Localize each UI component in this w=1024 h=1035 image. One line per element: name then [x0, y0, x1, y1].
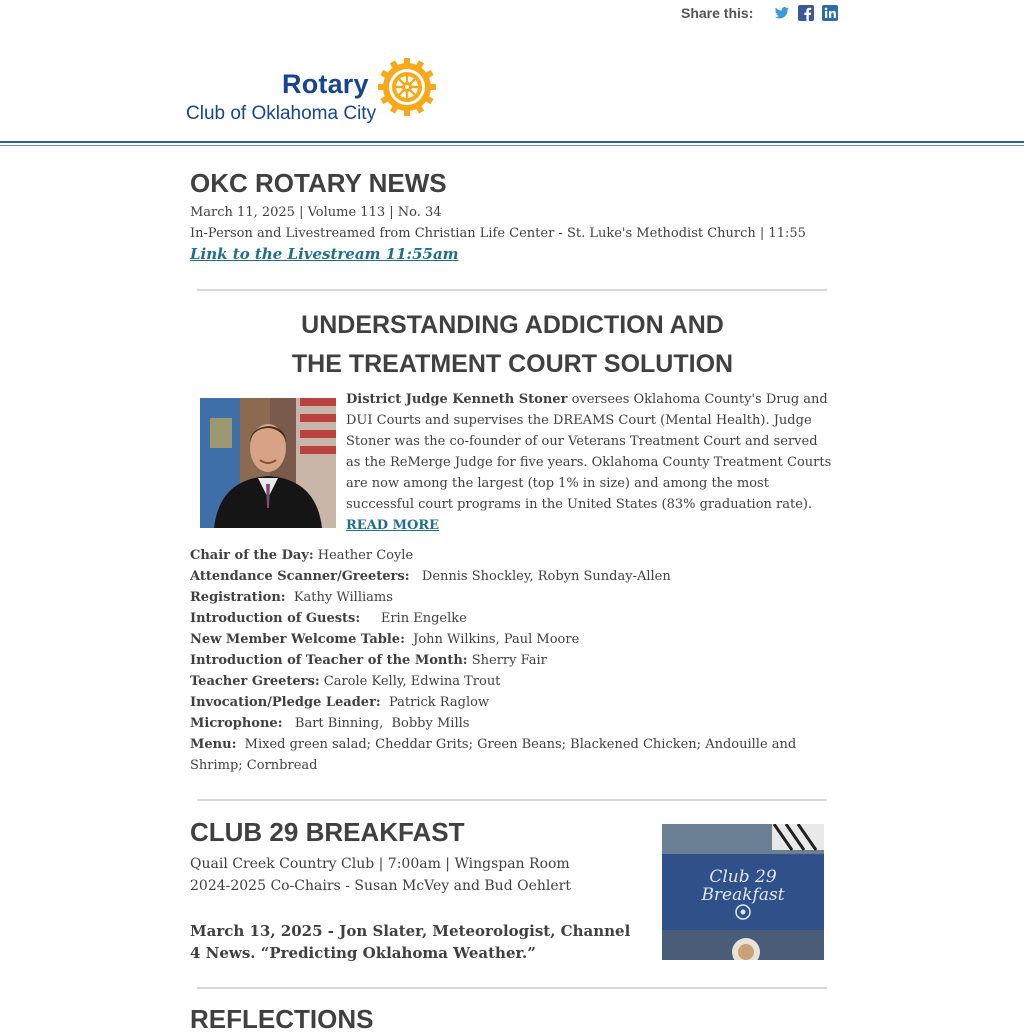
- list-item: [190, 587, 830, 608]
- role-label: New Member Welcome Table:: [190, 632, 405, 647]
- logo-subtitle: Club of Oklahoma City: [186, 103, 377, 124]
- list-item: [190, 692, 830, 713]
- role-value: Heather Coyle: [313, 548, 414, 563]
- role-label: Menu:: [190, 737, 237, 752]
- feature-description: oversees Oklahoma County's Drug and DUI Courts and supervises the DREAMS Court (Mental Health). Judge Stoner was the co-founder of our Veterans Treatment Court and served as the ReMerge Judge for five years. Oklahoma County Treatment Courts are now among the largest (top 1% in size) and among the most successful court programs in the United States (83% graduation rate).: [346, 392, 832, 512]
- club29-image-line-1: Club 29: [709, 867, 777, 887]
- livestream-link[interactable]: Link to the Livestream 11:55am: [190, 245, 459, 263]
- divider: [197, 987, 827, 989]
- share-bar: [681, 3, 838, 23]
- feature-title-line-1: UNDERSTANDING ADDICTION AND: [301, 311, 724, 339]
- role-value: Carole Kelly, Edwina Trout: [319, 674, 501, 689]
- role-label: Registration:: [190, 590, 286, 605]
- rotary-wheel-icon: [377, 57, 437, 117]
- role-label: Introduction of Teacher of the Month:: [190, 653, 468, 668]
- feature-title-line-2: THE TREATMENT COURT SOLUTION: [291, 350, 734, 378]
- reflections-title: REFLECTIONS: [190, 1004, 374, 1034]
- club29-event: March 13, 2025 - Jon Slater, Meteorologist, Channel 4 News. “Predicting Oklahoma Weather.”: [190, 922, 631, 962]
- club29-image[interactable]: [662, 824, 824, 960]
- role-label: Attendance Scanner/Greeters:: [190, 569, 410, 584]
- facebook-icon[interactable]: [798, 5, 814, 21]
- role-value: John Wilkins, Paul Moore: [404, 632, 580, 647]
- feature-title: [190, 306, 835, 384]
- role-label: Introduction of Guests:: [190, 611, 361, 626]
- role-label: Chair of the Day:: [190, 548, 314, 563]
- role-label: Invocation/Pledge Leader:: [190, 695, 381, 710]
- role-value: Sherry Fair: [467, 653, 547, 668]
- list-item: [190, 650, 830, 671]
- role-value: Bart Binning, Bobby Mills: [282, 716, 470, 731]
- list-item: [190, 608, 830, 629]
- logo-wordmark: Rotary: [282, 69, 369, 99]
- roles-list: [190, 545, 830, 776]
- list-item: [190, 734, 830, 776]
- club29-location: Quail Creek Country Club | 7:00am | Wingspan Room: [190, 856, 570, 872]
- club29-title: CLUB 29 BREAKFAST: [190, 817, 465, 847]
- divider: [197, 799, 827, 801]
- dateline: March 11, 2025 | Volume 113 | No. 34: [190, 205, 442, 220]
- twitter-icon[interactable]: [774, 5, 790, 21]
- speaker-name: District Judge Kenneth Stoner: [346, 392, 568, 407]
- newsletter-title: OKC ROTARY NEWS: [190, 168, 447, 198]
- divider: [197, 289, 827, 291]
- header-rule-thin: [0, 145, 1024, 146]
- role-value: Mixed green salad; Cheddar Grits; Green Beans; Blackened Chicken; Andouille and Shrimp; Cornbread: [190, 737, 801, 773]
- judge-photo[interactable]: [200, 398, 336, 528]
- role-value: Patrick Raglow: [380, 695, 490, 710]
- role-label: Teacher Greeters:: [190, 674, 320, 689]
- role-value: Erin Engelke: [360, 611, 467, 626]
- list-item: [190, 545, 830, 566]
- list-item: [190, 671, 830, 692]
- feature-body: [346, 389, 836, 536]
- club29-image-line-2: Breakfast: [701, 885, 785, 905]
- linkedin-icon[interactable]: [822, 5, 838, 21]
- rotary-logo[interactable]: [186, 57, 446, 129]
- share-label: Share this:: [681, 5, 754, 21]
- role-value: Kathy Williams: [285, 590, 393, 605]
- role-value: Dennis Shockley, Robyn Sunday-Allen: [409, 569, 671, 584]
- list-item: [190, 566, 830, 587]
- club29-chairs: 2024-2025 Co-Chairs - Susan McVey and Bud Oehlert: [190, 878, 571, 894]
- list-item: [190, 713, 830, 734]
- header-rule: [0, 141, 1024, 143]
- list-item: [190, 629, 830, 650]
- role-label: Microphone:: [190, 716, 283, 731]
- venue-line: In-Person and Livestreamed from Christian Life Center - St. Luke's Methodist Church | 11:55: [190, 226, 806, 241]
- read-more-link[interactable]: READ MORE: [346, 518, 440, 533]
